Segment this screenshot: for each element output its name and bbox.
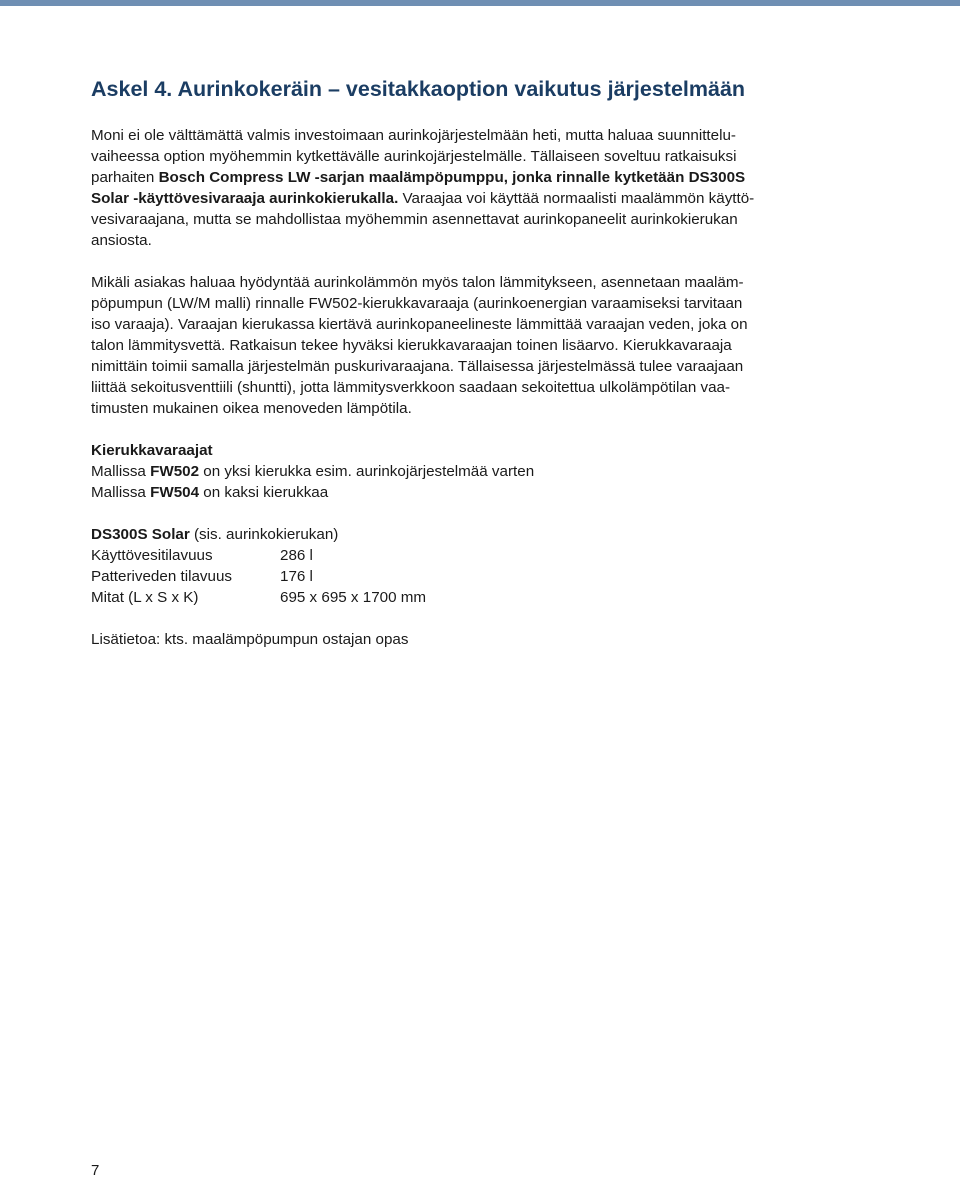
coil-tank-row	[91, 461, 851, 482]
spec-value: 176 l	[280, 568, 313, 585]
heating-paragraph	[91, 272, 851, 419]
top-accent-bar	[0, 0, 960, 6]
intro-text: Varaajaa voi käyttää normaalisti maalämmön käyttö-	[398, 190, 755, 207]
coil-tank-prefix: Mallissa	[91, 463, 151, 480]
heating-line: talon lämmitysvettä. Ratkaisun tekee hyväksi kierukkavaraajan toinen lisäarvo. Kierukkavaraaja	[91, 337, 732, 354]
intro-line	[91, 167, 851, 188]
heating-line: timusten mukainen oikea menoveden lämpötila.	[91, 400, 412, 417]
page-number: 7	[91, 1162, 100, 1179]
page-heading: Askel 4. Aurinkokeräin – vesitakkaoption vaikutus järjestelmään	[91, 77, 746, 101]
spec-label: Käyttövesitilavuus	[91, 547, 213, 564]
coil-tank-description: on kaksi kierukkaa	[199, 484, 329, 501]
spec-row	[91, 587, 851, 608]
ds300s-title	[91, 524, 851, 545]
coil-tank-model: FW502	[150, 463, 200, 480]
spec-label: Mitat (L x S x K)	[91, 589, 199, 606]
spec-value: 286 l	[280, 547, 313, 564]
coil-tank-description: on yksi kierukka esim. aurinkojärjestelmää varten	[199, 463, 535, 480]
coil-tanks-title: Kierukkavaraajat	[91, 442, 213, 459]
intro-bold-text: Bosch Compress LW -sarjan maalämpöpumppu, jonka rinnalle kytketään DS300S	[158, 169, 746, 186]
heating-line: nimittäin toimii samalla järjestelmän puskurivaraajana. Tällaisessa järjestelmässä tulee varaajaan	[91, 358, 744, 375]
intro-text: parhaiten	[91, 169, 159, 186]
heating-line: pöpumpun (LW/M malli) rinnalle FW502-kierukkavaraaja (aurinkoenergian varaamiseksi tarvitaan	[91, 295, 743, 312]
spec-row	[91, 545, 851, 566]
ds300s-title-note: (sis. aurinkokierukan)	[189, 526, 339, 543]
more-info-text: Lisätietoa: kts. maalämpöpumpun ostajan opas	[91, 631, 409, 648]
intro-line: ansiosta.	[91, 232, 152, 249]
heating-line: liittää sekoitusventtiili (shuntti), jotta lämmitysverkkoon saadaan sekoitettua ulkolämpötilan vaa-	[91, 379, 731, 396]
intro-line: vesivaraajana, mutta se mahdollistaa myöhemmin asennettavat aurinkopaneelit aurinkokierukan	[91, 211, 738, 228]
spec-label: Patteriveden tilavuus	[91, 568, 232, 585]
intro-line: vaiheessa option myöhemmin kytkettävälle aurinkojärjestelmälle. Tällaiseen soveltuu ratkaisuksi	[91, 148, 737, 165]
intro-bold-text: Solar -käyttövesivaraaja aurinkokierukalla.	[91, 190, 399, 207]
coil-tank-prefix: Mallissa	[91, 484, 151, 501]
spec-row	[91, 566, 851, 587]
coil-tank-model: FW504	[150, 484, 200, 501]
heating-line: iso varaaja). Varaajan kierukassa kiertävä aurinkopaneelineste lämmittää varaajan veden, joka on	[91, 316, 748, 333]
intro-line	[91, 188, 851, 209]
spec-value: 695 x 695 x 1700 mm	[280, 589, 427, 606]
heating-line: Mikäli asiakas haluaa hyödyntää aurinkolämmön myös talon lämmitykseen, asennetaan maaläm-	[91, 274, 744, 291]
intro-paragraph	[91, 125, 851, 251]
ds300s-section	[91, 524, 851, 608]
coil-tank-row	[91, 482, 851, 503]
ds300s-title-bold: DS300S Solar	[91, 526, 190, 543]
intro-line: Moni ei ole välttämättä valmis investoimaan aurinkojärjestelmään heti, mutta haluaa suunnittelu-	[91, 127, 736, 144]
page-content	[91, 72, 851, 650]
coil-tanks-section	[91, 440, 851, 503]
